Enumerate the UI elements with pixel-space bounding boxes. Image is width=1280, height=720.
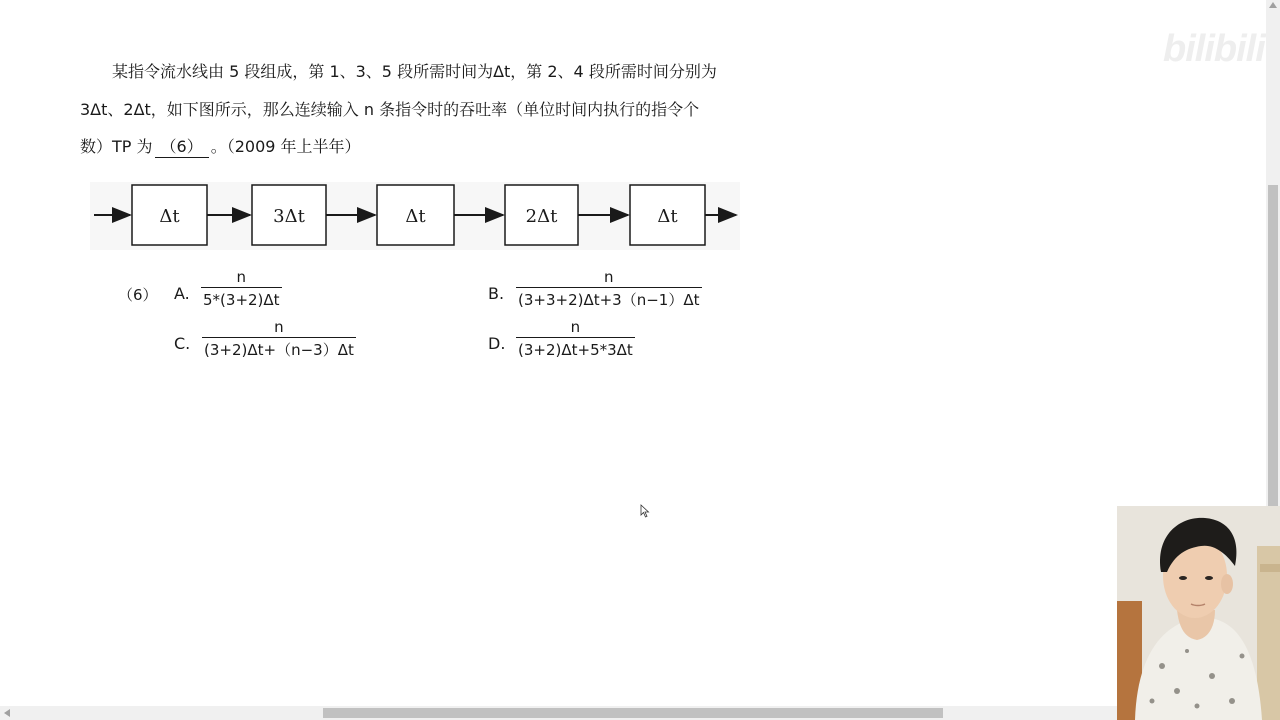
question-number: （6） bbox=[118, 286, 158, 304]
answer-blank: （6） bbox=[155, 137, 209, 158]
mouse-cursor-icon bbox=[640, 504, 650, 518]
horizontal-scroll-thumb[interactable] bbox=[323, 708, 943, 718]
option-c-letter: C. bbox=[174, 334, 191, 353]
option-d-letter: D. bbox=[488, 334, 506, 353]
option-b-letter: B. bbox=[488, 284, 505, 303]
option-b-denominator: (3+3+2)Δt+3（n−1）Δt bbox=[516, 287, 702, 311]
bilibili-watermark-logo: bilibili bbox=[1163, 28, 1265, 70]
stage-label-1: Δt bbox=[159, 206, 180, 227]
question-line-3: 数）TP 为 （6） 。（2009 年上半年） bbox=[80, 137, 361, 156]
option-c-denominator: (3+2)Δt+（n−3）Δt bbox=[202, 337, 356, 361]
option-a-denominator: 5*(3+2)Δt bbox=[201, 287, 282, 311]
option-b-fraction bbox=[516, 268, 702, 311]
presenter-video-image bbox=[1117, 506, 1280, 720]
option-a-letter: A. bbox=[174, 284, 190, 303]
stage-label-5: Δt bbox=[657, 206, 678, 227]
webcam-overlay bbox=[1117, 506, 1280, 720]
option-a-fraction bbox=[201, 268, 282, 311]
option-d-fraction bbox=[516, 318, 635, 361]
option-b-numerator: n bbox=[603, 268, 614, 286]
stage-label-2: 3Δt bbox=[273, 206, 305, 227]
option-a-numerator: n bbox=[236, 268, 247, 286]
option-d-denominator: (3+2)Δt+5*3Δt bbox=[516, 337, 635, 361]
option-d-numerator: n bbox=[570, 318, 581, 336]
horizontal-scrollbar[interactable] bbox=[0, 706, 1280, 720]
scroll-up-arrow-icon[interactable] bbox=[1269, 2, 1277, 8]
stage-label-4: 2Δt bbox=[525, 206, 558, 227]
pipeline-diagram bbox=[90, 182, 740, 250]
stage-label-3: Δt bbox=[405, 206, 426, 227]
vertical-scroll-thumb[interactable] bbox=[1268, 185, 1278, 515]
option-c-fraction bbox=[202, 318, 356, 361]
question-line-2: 3Δt、2Δt，如下图所示，那么连续输入 n 条指令时的吞吐率（单位时间内执行的指令个 bbox=[80, 100, 700, 119]
question-line-1: 某指令流水线由 5 段组成，第 1、3、5 段所需时间为Δt，第 2、4 段所需时间分别为 bbox=[112, 62, 717, 81]
option-c-numerator: n bbox=[274, 318, 284, 336]
scroll-left-arrow-icon[interactable] bbox=[4, 709, 10, 717]
